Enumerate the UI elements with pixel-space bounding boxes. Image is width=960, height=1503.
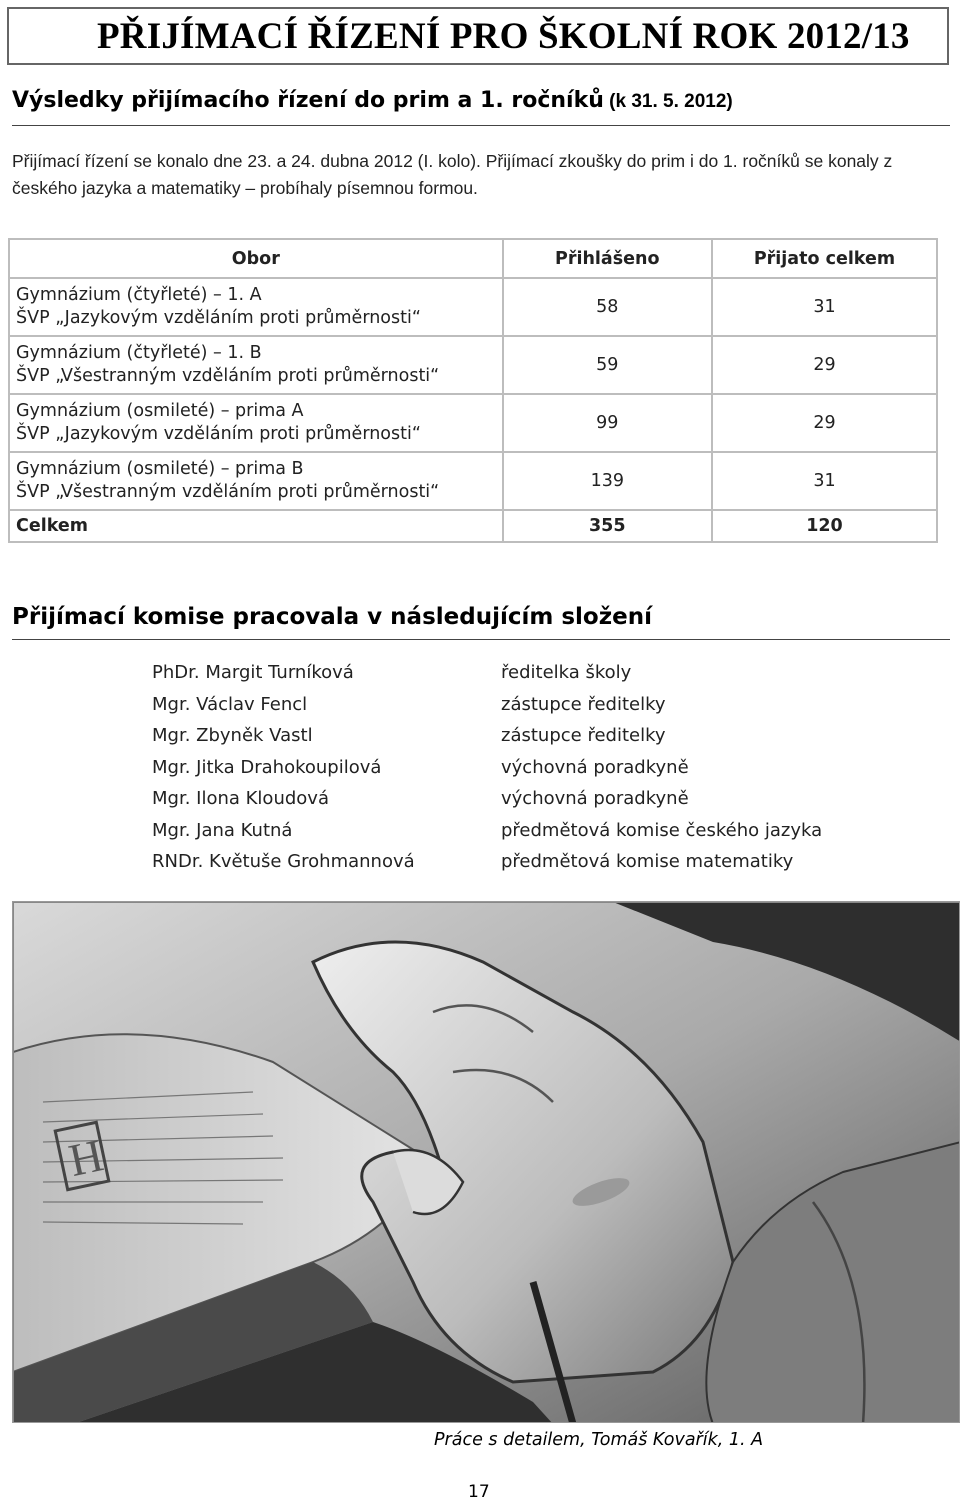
list-item	[152, 694, 912, 726]
commission-heading: Přijímací komise pracovala v následujícím složení	[12, 604, 950, 640]
member-role: výchovná poradkyně	[501, 788, 689, 809]
row-obor	[9, 394, 503, 452]
row-obor	[9, 278, 503, 336]
member-role: zástupce ředitelky	[501, 725, 666, 746]
results-heading-text: Výsledky přijímacího řízení do prim a 1. ročníků	[12, 88, 604, 113]
row-accepted: 31	[712, 452, 937, 510]
list-item	[152, 820, 912, 852]
header-prijato: Přijato celkem	[712, 239, 937, 278]
row-line2: ŠVP „Jazykovým vzděláním proti průměrnosti“	[16, 308, 421, 328]
member-role: výchovná poradkyně	[501, 756, 689, 778]
header-prihlaseno: Přihlášeno	[503, 239, 712, 278]
row-accepted: 31	[712, 278, 937, 336]
commission-list	[152, 662, 912, 883]
results-heading-date: (k 31. 5. 2012)	[603, 91, 733, 112]
member-name: Mgr. Zbyněk Vastl	[152, 725, 313, 746]
row-applied: 99	[503, 394, 712, 452]
results-heading	[12, 88, 950, 126]
list-item	[152, 725, 912, 757]
row-line1: Gymnázium (čtyřleté) – 1. B	[16, 343, 262, 363]
title-box	[7, 7, 949, 65]
table-row	[9, 452, 937, 510]
row-obor	[9, 452, 503, 510]
list-item	[152, 662, 912, 694]
member-name: Mgr. Václav Fencl	[152, 693, 308, 715]
member-role: ředitelka školy	[501, 662, 632, 683]
table-row	[9, 394, 937, 452]
row-line2: ŠVP „Všestranným vzděláním proti průměrnosti“	[16, 482, 440, 502]
member-name: Mgr. Ilona Kloudová	[152, 788, 329, 809]
total-applied: 355	[503, 510, 712, 542]
table-row	[9, 278, 937, 336]
row-applied: 139	[503, 452, 712, 510]
table-total-row	[9, 510, 937, 542]
member-name: PhDr. Margit Turníková	[152, 662, 354, 683]
svg-text:H: H	[64, 1129, 108, 1187]
artwork-drawing	[12, 901, 960, 1423]
row-line1: Gymnázium (osmileté) – prima A	[16, 401, 304, 421]
total-accepted: 120	[712, 510, 937, 542]
list-item	[152, 788, 912, 820]
row-line1: Gymnázium (osmileté) – prima B	[16, 459, 304, 479]
pencil-drawing-hand-on-book	[13, 902, 960, 1423]
row-line1: Gymnázium (čtyřleté) – 1. A	[16, 285, 262, 305]
list-item	[152, 757, 912, 789]
header-obor: Obor	[9, 239, 503, 278]
page-title: PŘIJÍMACÍ ŘÍZENÍ PRO ŠKOLNÍ ROK 2012/13	[97, 16, 910, 57]
table-header-row	[9, 239, 937, 278]
member-name: Mgr. Jana Kutná	[152, 819, 293, 841]
member-role: předmětová komise českého jazyka	[501, 819, 823, 841]
row-applied: 58	[503, 278, 712, 336]
row-accepted: 29	[712, 394, 937, 452]
artwork-caption: Práce s detailem, Tomáš Kovařík, 1. A	[434, 1430, 764, 1450]
row-obor	[9, 336, 503, 394]
page-number: 17	[468, 1482, 490, 1502]
member-name: RNDr. Květuše Grohmannová	[152, 851, 415, 872]
row-line2: ŠVP „Všestranným vzděláním proti průměrnosti“	[16, 366, 440, 386]
row-line2: ŠVP „Jazykovým vzděláním proti průměrnosti“	[16, 424, 421, 444]
member-name: Mgr. Jitka Drahokoupilová	[152, 756, 382, 778]
member-role: předmětová komise matematiky	[501, 851, 794, 872]
member-role: zástupce ředitelky	[501, 693, 666, 715]
results-table	[8, 238, 938, 543]
intro-paragraph: Přijímací řízení se konalo dne 23. a 24. dubna 2012 (I. kolo). Přijímací zkoušky do prim i do 1. ročníků se konaly z českého jazyka a matematiky – probíhaly písemnou formou.	[12, 151, 893, 198]
total-label: Celkem	[9, 510, 503, 542]
row-accepted: 29	[712, 336, 937, 394]
list-item	[152, 851, 912, 883]
table-row	[9, 336, 937, 394]
row-applied: 59	[503, 336, 712, 394]
